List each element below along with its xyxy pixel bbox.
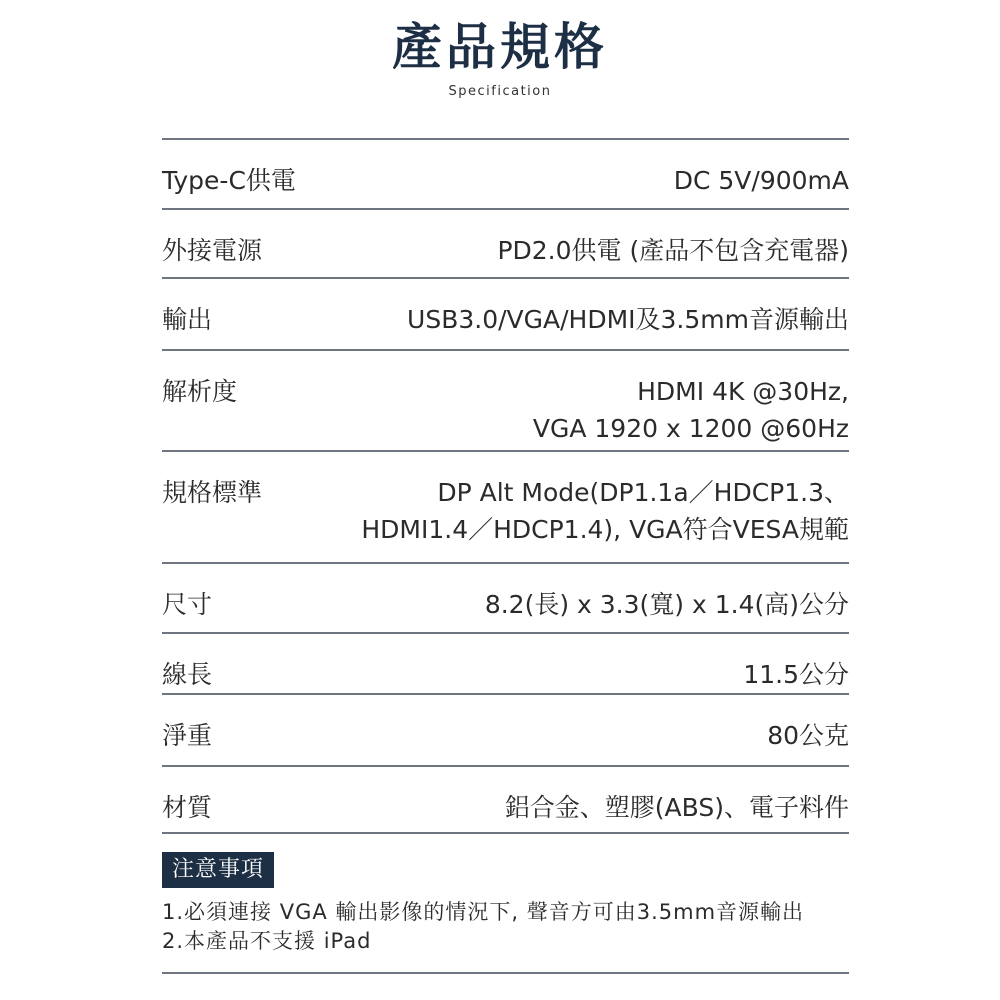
spec-label: 規格標準 [162, 478, 263, 507]
notes-section [162, 852, 849, 974]
spec-value-line: USB3.0/VGA/HDMI及3.5mm音源輸出 [407, 305, 849, 334]
spec-value [361, 474, 849, 548]
notes-item: 2.本產品不支援 iPad [162, 929, 372, 953]
spec-value-line: 80公克 [767, 721, 849, 750]
spec-value-line: HDMI 4K @30Hz, [637, 377, 849, 406]
spec-label: 材質 [162, 793, 213, 822]
page-subtitle: Specification [448, 84, 552, 99]
spec-label: 尺寸 [162, 590, 213, 619]
spec-value-line: VGA 1920 x 1200 @60Hz [532, 414, 849, 443]
spec-value [497, 232, 849, 269]
spec-value-line: DC 5V/900mA [673, 166, 849, 195]
spec-label: 外接電源 [162, 236, 263, 265]
spec-row-power [162, 140, 849, 210]
spec-label: 輸出 [162, 305, 213, 334]
spec-value [767, 717, 849, 754]
spec-value-line: PD2.0供電 (產品不包含充電器) [497, 236, 849, 265]
spec-value [505, 789, 849, 826]
spec-row-output [162, 279, 849, 351]
spec-row-external-power [162, 210, 849, 279]
spec-label: 線長 [162, 660, 213, 689]
spec-value [743, 656, 849, 693]
spec-value [407, 301, 849, 338]
spec-row-dimensions [162, 564, 849, 634]
spec-label: Type-C供電 [162, 166, 296, 195]
spec-value-line: 11.5公分 [743, 660, 849, 689]
spec-value-line: HDMI1.4／HDCP1.4), VGA符合VESA規範 [361, 515, 849, 544]
spec-label: 淨重 [162, 721, 213, 750]
spec-value [674, 162, 849, 199]
spec-value-line: DP Alt Mode(DP1.1a／HDCP1.3、 [437, 478, 849, 507]
notes-item: 1.必須連接 VGA 輸出影像的情況下, 聲音方可由3.5mm音源輸出 [162, 900, 805, 924]
spec-value [485, 586, 849, 623]
spec-value-line: 鋁合金、塑膠(ABS)、電子料件 [504, 793, 849, 822]
spec-value [533, 373, 849, 447]
spec-row-weight [162, 695, 849, 767]
spec-table [162, 138, 849, 834]
spec-row-material [162, 767, 849, 834]
spec-value-line: 8.2(長) x 3.3(寬) x 1.4(高)公分 [484, 590, 849, 619]
spec-label: 解析度 [162, 377, 238, 406]
spec-row-cable-length [162, 634, 849, 695]
spec-row-standards [162, 452, 849, 564]
page-title: 產品規格 [392, 18, 608, 76]
notes-title-badge: 注意事項 [162, 852, 274, 888]
spec-row-resolution [162, 351, 849, 452]
